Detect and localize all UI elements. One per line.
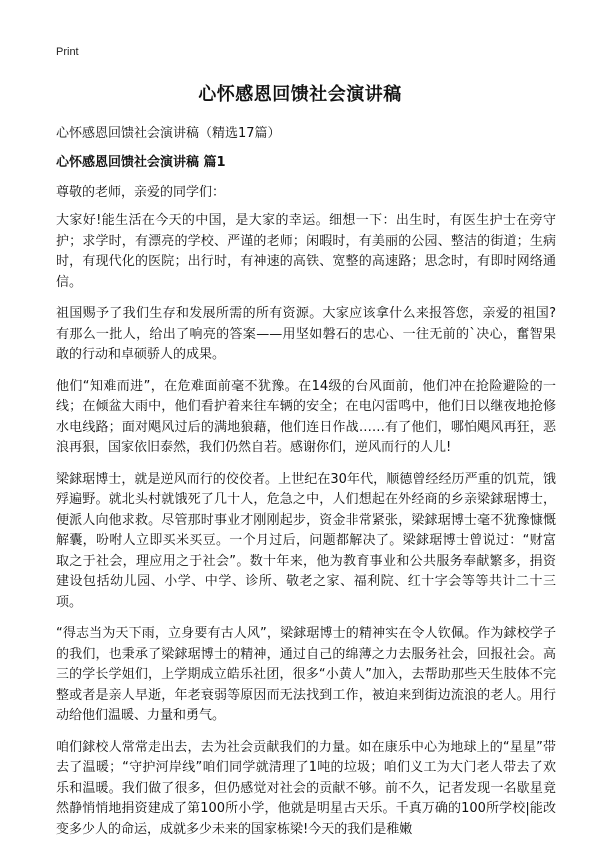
page-title: 心怀感恩回馈社会演讲稿	[198, 84, 402, 105]
paragraph: 祖国赐予了我们生存和发展所需的所有资源。大家应该拿什么来报答您，亲爱的祖国?有那么一批人，给出了响亮的答案——用坚如磐石的忠心、一往无前的`决心，奮智果敢的行动和卓硕骄人的成果。	[56, 306, 556, 362]
section-heading: 心怀感恩回馈社会演讲稿 篇1	[56, 155, 226, 170]
greeting-line: 尊敬的老师，亲爱的同学们：	[56, 185, 226, 200]
paragraph: 咱们銶校人常常走出去，去为社会贡献我们的力量。如在康乐中心为地球上的“星星”带去了温暖；“守护河岸线”咱们同学就清理了1吨的垃圾；咱们义工为大门老人带去了欢乐和温暖。我们做了很多，但仍感觉对社会的贡献不够。前不久，记者发现一名歇星竟然静悄悄地捐资建成了第100所小学，他就是明星古天乐。千真万确的100所学校|能改变多少人的命运，成就多少未来的国家栋梁!今天的我们是稚嫩	[56, 739, 556, 837]
paragraph: 他们“知难而进”，在危难面前毫不犹豫。在14级的台风面前，他们冲在抢险避险的一线；在倾盆大雨中，他们看护着来往车辆的安全；在电闪雷鸣中，他们日以继夜地抢修水电线路；面对飓风过后的满地狼藉，他们连日作战……有了他们，哪怕飓风再狂，恶浪再狠，国家依旧泰然，我们仍然自若。感谢你们，逆风而行的人儿!	[56, 378, 556, 455]
paragraph: 大家好!能生活在今天的中国，是大家的幸运。细想一下：出生时，有医生护士在旁守护；求学时，有漂亮的学校、严谨的老师；闲暇时，有美丽的公园、整洁的街道；生病时，有现代化的医院；出行时，有神速的高铁、宽整的高速路；思念时，有即时网络通信。	[56, 213, 556, 290]
document-subtitle: 心怀感恩回馈社会演讲稿（精选17篇）	[56, 126, 281, 141]
paragraph: 梁銶琚博士，就是逆风而行的佼佼者。上世纪在30年代，顺德曾经经历严重的饥荒，饿殍遍野。就北头村就饿死了几十人，危急之中，人们想起在外经商的乡亲梁銶琚博士，便派人向他求救。尽管那时事业才刚刚起步，资金非常紧张，梁銶琚博士毫不犹豫慷慨解囊，吩咐人立即买米买豆。一个月过后，问题都解决了。梁銶琚博士曾说过：“财富取之于社会，理应用之于社会”。数十年来，他为教育事业和公共服务奉献繁多，捐资建设包括幼儿园、小学、中学、诊所、敬老之家、福利院、红十字会等等共计二十三项。	[56, 471, 556, 610]
speech-body	[56, 211, 556, 851]
paragraph: “得志当为天下雨，立身要有古人风”，梁銶琚博士的精神实在令人钦佩。作为銶校学子的我们，也秉承了梁銶琚博士的精神，通过自己的绵薄之力去服务社会，回报社会。高三的学长学姐们，上学期成立皓乐社团，很多“小黄人”加入，去帮助那些天生肢体不完整或者是亲人早逝，年老衰弱等原因而无法找到工作，被迫来到街边流浪的老人。用行动给他们温暖、力量和勇气。	[56, 626, 556, 723]
print-label[interactable]: Print	[56, 46, 79, 58]
